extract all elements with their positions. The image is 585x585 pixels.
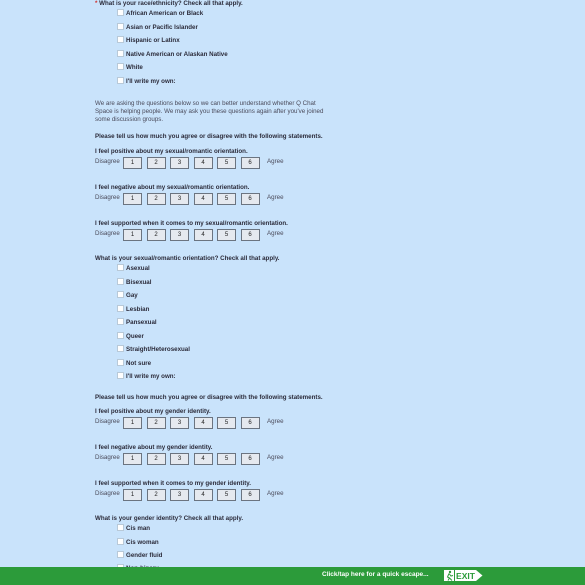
checkbox[interactable] [117,77,124,84]
agree-label: Agree [267,158,284,165]
exit-label: EXIT [456,571,475,581]
scale-button-2[interactable]: 2 [147,489,166,501]
scale-button-1[interactable]: 1 [123,453,142,465]
checkbox[interactable] [117,23,124,30]
instruction-1: Please tell us how much you agree or disagree with the following statements. [95,133,323,140]
checkbox[interactable] [117,372,124,379]
scale-button-6[interactable]: 6 [241,453,260,465]
statement-gender-supported: I feel supported when it comes to my gender identity. [95,480,251,487]
orientation-option-gay[interactable]: Gay [117,292,138,300]
scale-button-1[interactable]: 1 [123,229,142,241]
scale-button-3[interactable]: 3 [170,453,189,465]
scale-button-3[interactable]: 3 [170,489,189,501]
disagree-label: Disagree [95,194,120,201]
checkbox[interactable] [117,524,124,531]
scale-button-5[interactable]: 5 [217,193,236,205]
race-option-white[interactable]: White [117,64,143,72]
scale-button-2[interactable]: 2 [147,157,166,169]
scale-button-6[interactable]: 6 [241,193,260,205]
orientation-option-queer[interactable]: Queer [117,333,144,341]
race-option-native[interactable]: Native American or Alaskan Native [117,51,228,59]
scale-button-3[interactable]: 3 [170,229,189,241]
race-option-asian[interactable]: Asian or Pacific Islander [117,24,198,32]
orientation-option-lesbian[interactable]: Lesbian [117,306,149,314]
scale-button-4[interactable]: 4 [194,489,213,501]
scale-button-4[interactable]: 4 [194,417,213,429]
scale-button-1[interactable]: 1 [123,193,142,205]
checkbox[interactable] [117,63,124,70]
checkbox[interactable] [117,538,124,545]
scale-button-4[interactable]: 4 [194,229,213,241]
scale-button-6[interactable]: 6 [241,417,260,429]
agree-label: Agree [267,194,284,201]
statement-gender-positive: I feel positive about my gender identity. [95,408,211,415]
statement-orientation-positive: I feel positive about my sexual/romantic orientation. [95,148,248,155]
quick-escape-text[interactable]: Click/tap here for a quick escape... [322,571,429,578]
statement-orientation-supported: I feel supported when it comes to my sexual/romantic orientation. [95,220,288,227]
checkbox[interactable] [117,278,124,285]
race-option-hispanic[interactable]: Hispanic or Latinx [117,37,180,45]
scale-button-3[interactable]: 3 [170,157,189,169]
orientation-option-bisexual[interactable]: Bisexual [117,279,151,287]
disagree-label: Disagree [95,418,120,425]
disagree-label: Disagree [95,158,120,165]
disagree-label: Disagree [95,454,120,461]
checkbox[interactable] [117,9,124,16]
exit-sign-icon[interactable] [443,569,483,582]
checkbox[interactable] [117,332,124,339]
checkbox[interactable] [117,264,124,271]
disagree-label: Disagree [95,230,120,237]
checkbox[interactable] [117,36,124,43]
scale-button-6[interactable]: 6 [241,489,260,501]
scale-button-1[interactable]: 1 [123,489,142,501]
orientation-option-write-own[interactable]: I'll write my own: [117,373,176,381]
scale-button-6[interactable]: 6 [241,229,260,241]
race-option-black[interactable]: African American or Black [117,10,203,18]
scale-button-5[interactable]: 5 [217,157,236,169]
scale-button-3[interactable]: 3 [170,193,189,205]
disagree-label: Disagree [95,490,120,497]
scale-button-2[interactable]: 2 [147,453,166,465]
gender-option-cis-man[interactable]: Cis man [117,525,150,533]
statement-gender-negative: I feel negative about my gender identity. [95,444,213,451]
race-question-text: What is your race/ethnicity? Check all that apply. [99,0,243,7]
orientation-option-pansexual[interactable]: Pansexual [117,319,157,327]
scale-button-5[interactable]: 5 [217,417,236,429]
orientation-question: What is your sexual/romantic orientation? Check all that apply. [95,255,280,262]
scale-button-3[interactable]: 3 [170,417,189,429]
gender-option-cis-woman[interactable]: Cis woman [117,539,159,547]
agree-label: Agree [267,490,284,497]
scale-button-2[interactable]: 2 [147,229,166,241]
instruction-2: Please tell us how much you agree or disagree with the following statements. [95,394,323,401]
scale-button-2[interactable]: 2 [147,193,166,205]
scale-button-5[interactable]: 5 [217,453,236,465]
checkbox[interactable] [117,50,124,57]
required-mark: * [95,0,98,7]
checkbox[interactable] [117,551,124,558]
intro-paragraph: We are asking the questions below so we can better understand whether Q Chat Space is helping people. We may ask you these questions again after you've joined some discussion groups. [95,100,324,123]
scale-button-1[interactable]: 1 [123,157,142,169]
agree-label: Agree [267,454,284,461]
gender-question: What is your gender identity? Check all that apply. [95,515,244,522]
checkbox[interactable] [117,359,124,366]
scale-button-6[interactable]: 6 [241,157,260,169]
scale-button-4[interactable]: 4 [194,157,213,169]
agree-label: Agree [267,418,284,425]
orientation-option-not-sure[interactable]: Not sure [117,360,151,368]
scale-button-2[interactable]: 2 [147,417,166,429]
checkbox[interactable] [117,291,124,298]
checkbox[interactable] [117,345,124,352]
scale-button-4[interactable]: 4 [194,193,213,205]
race-option-write-own[interactable]: I'll write my own: [117,78,176,86]
race-question [95,0,243,8]
scale-button-1[interactable]: 1 [123,417,142,429]
scale-button-5[interactable]: 5 [217,229,236,241]
agree-label: Agree [267,230,284,237]
checkbox[interactable] [117,318,124,325]
orientation-option-asexual[interactable]: Asexual [117,265,150,273]
checkbox[interactable] [117,305,124,312]
scale-button-5[interactable]: 5 [217,489,236,501]
orientation-option-straight[interactable]: Straight/Heterosexual [117,346,190,354]
scale-button-4[interactable]: 4 [194,453,213,465]
quick-escape-bar[interactable] [0,567,585,585]
gender-option-gender-fluid[interactable]: Gender fluid [117,552,162,560]
statement-orientation-negative: I feel negative about my sexual/romantic orientation. [95,184,250,191]
